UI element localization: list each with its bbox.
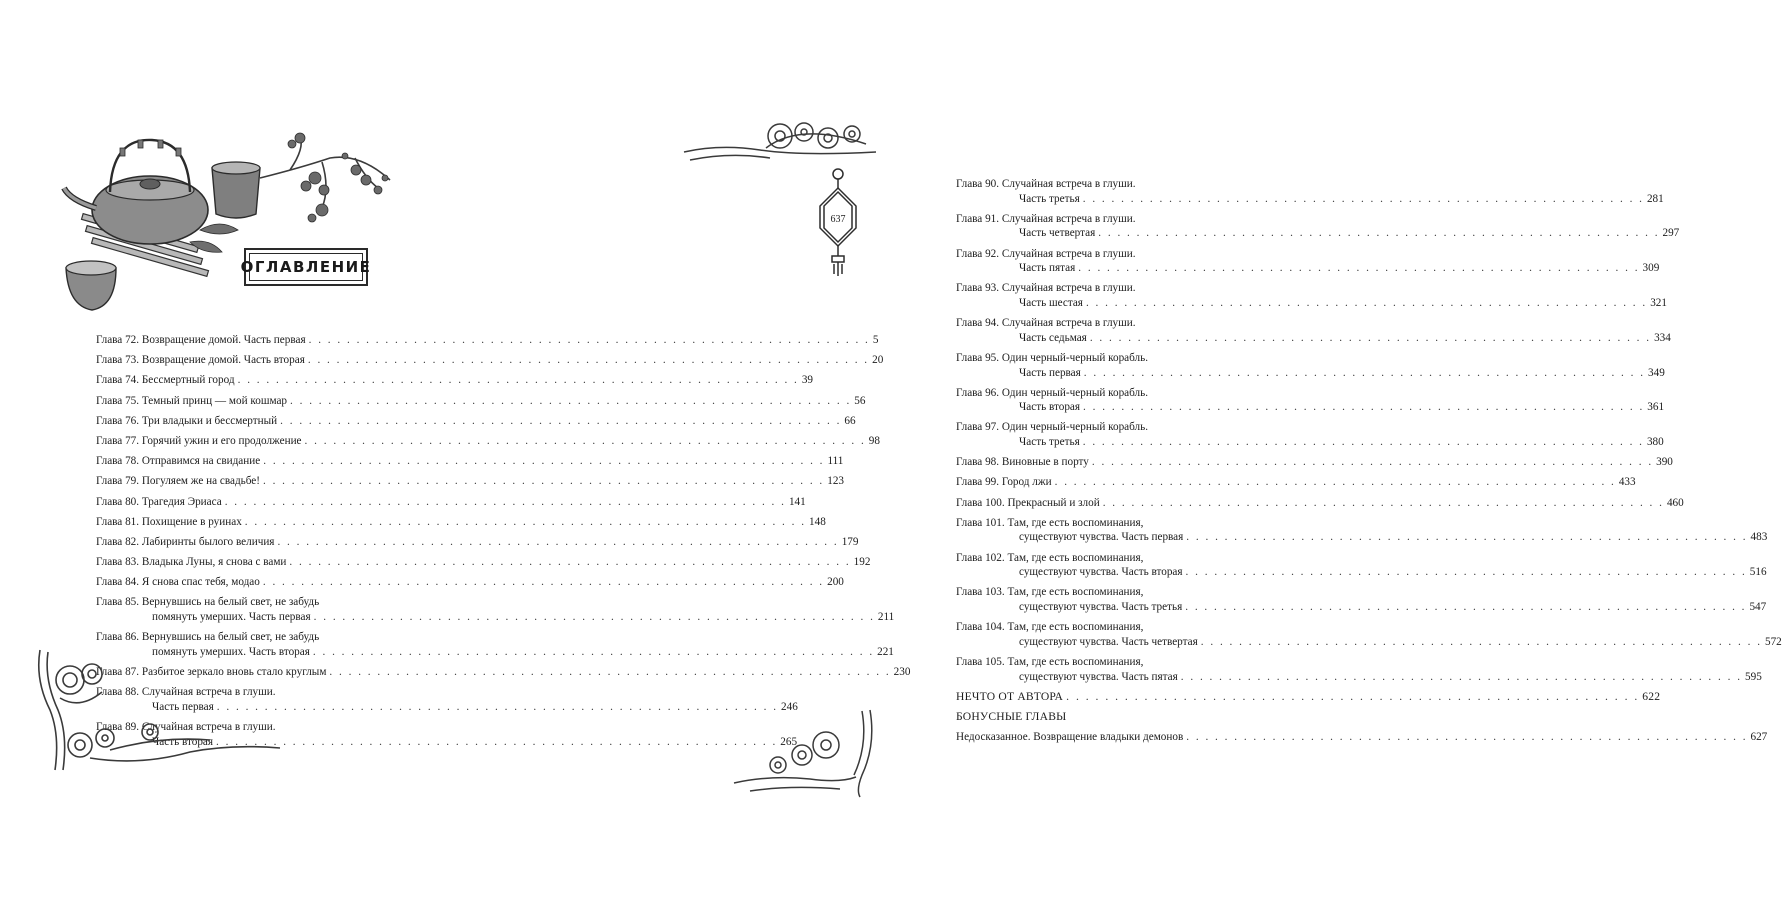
- toc-page-number: 483: [1750, 531, 1768, 544]
- toc-entry-text: существуют чувства. Часть третья: [1019, 600, 1183, 613]
- toc-entry-text: Часть четвертая: [1019, 227, 1096, 240]
- toc-entry: [956, 247, 1660, 276]
- toc-leader-dots: [1186, 530, 1747, 545]
- toc-page-number: 141: [788, 495, 806, 508]
- cloud-ornament-right: [730, 705, 880, 800]
- toc-entry-text: Глава 88. Случайная встреча в глуши.: [96, 686, 276, 699]
- toc-entry-title: [96, 595, 376, 610]
- toc-entry-text: Глава 82. Лабиринты былого величия: [96, 535, 275, 548]
- toc-entry-text: существуют чувства. Часть четвертая: [1019, 635, 1198, 648]
- toc-page-number: 20: [872, 354, 884, 367]
- toc-page-number: 281: [1646, 192, 1664, 205]
- toc-page-number: 5: [872, 334, 879, 346]
- toc-entry: [956, 585, 1767, 614]
- bonus-section-heading: БОНУСНЫЕ ГЛАВЫ: [956, 709, 1067, 723]
- toc-entry: [96, 434, 880, 449]
- toc-entry: [956, 551, 1767, 580]
- toc-entry-text: Глава 76. Три владыки и бессмертный: [96, 414, 278, 427]
- toc-page-number: 148: [809, 515, 826, 528]
- toc-entry-continuation: [96, 610, 895, 625]
- toc-page-number: 265: [780, 735, 798, 748]
- toc-entry: [956, 386, 1665, 415]
- toc-entry-text: Глава 101. Там, где есть воспоминания,: [956, 516, 1144, 529]
- toc-page-number: 433: [1618, 476, 1636, 489]
- toc-entry: [956, 281, 1667, 310]
- toc-page-number: 297: [1662, 227, 1680, 240]
- toc-entry: [96, 535, 859, 550]
- toc-leader-dots: [1083, 192, 1644, 207]
- toc-entry-text: Глава 84. Я снова спас тебя, модао: [96, 576, 260, 589]
- toc-entry-title: [956, 177, 1252, 192]
- toc-entry-text: Глава 80. Трагедия Эриаса: [96, 495, 222, 508]
- toc-entry-text: Глава 77. Горячий ужин и его продолжение: [96, 434, 302, 447]
- toc-entry-text: Часть седьмая: [1019, 331, 1087, 344]
- toc-leader-dots: [1092, 455, 1653, 470]
- toc-entry-text: Часть третья: [1019, 192, 1080, 205]
- toc-entry: [96, 595, 895, 624]
- toc-entry: [96, 333, 879, 348]
- toc-entry-title: [96, 575, 844, 590]
- toc-entry-title: [96, 434, 880, 449]
- toc-entry-text: Глава 75. Темный принц — мой кошмар: [96, 394, 288, 407]
- toc-page-number: 460: [1666, 496, 1684, 509]
- toc-entry-title: [956, 551, 1252, 566]
- toc-page-number: 192: [853, 556, 871, 569]
- author-section-label: НЕЧТО ОТ АВТОРА: [956, 689, 1064, 703]
- toc-entry-title: [956, 475, 1636, 490]
- toc-page-number: 211: [877, 611, 895, 624]
- toc-entry-title: [956, 620, 1252, 635]
- toc-page-number: 622: [1642, 689, 1661, 703]
- toc-entry-title: [956, 386, 1252, 401]
- toc-entry-text: Часть первая: [152, 700, 214, 713]
- toc-entry-text: Глава 85. Вернувшись на белый свет, не забудь: [96, 596, 320, 609]
- toc-page-number: 98: [868, 434, 880, 447]
- toc-heading: ОГЛАВЛЕНИЕ: [240, 258, 372, 276]
- toc-entry-text: Часть первая: [1019, 366, 1081, 379]
- toc-entry-text: Недосказанное. Возвращение владыки демонов: [956, 731, 1184, 744]
- toc-entry-text: Глава 102. Там, где есть воспоминания,: [956, 551, 1144, 564]
- cherry-blossom-branch: [260, 136, 390, 208]
- toc-entry-text: Глава 105. Там, где есть воспоминания,: [956, 655, 1144, 668]
- toc-page-number: 380: [1646, 436, 1664, 449]
- toc-entry-title: [96, 515, 826, 530]
- toc-leader-dots: [1084, 366, 1645, 381]
- toc-entry-title: [956, 420, 1252, 435]
- toc-entry: [96, 414, 856, 429]
- cloud-ornament-left: [30, 640, 290, 780]
- toc-entry-text: Глава 74. Бессмертный город: [96, 374, 235, 387]
- toc-page-number: 56: [854, 394, 866, 407]
- toc-entry: [956, 620, 1782, 649]
- toc-entry-text: Часть вторая: [1019, 401, 1081, 414]
- toc-leader-dots: [1103, 496, 1664, 511]
- toc-page-number: 230: [893, 666, 911, 678]
- toc-leader-dots: [1090, 331, 1651, 346]
- toc-entry-text: Глава 97. Один черный-черный корабль.: [956, 421, 1149, 434]
- toc-entry: [956, 730, 1768, 745]
- toc-entry-text: Часть пятая: [1019, 262, 1076, 275]
- toc-page-number: 321: [1650, 296, 1667, 309]
- toc-entry-continuation: [956, 635, 1782, 650]
- toc-entry-continuation: [956, 670, 1762, 685]
- toc-entry-continuation: [956, 192, 1664, 207]
- toc-entry-text: Глава 92. Случайная встреча в глуши.: [956, 247, 1136, 260]
- toc-page-number: 516: [1749, 566, 1767, 579]
- toc-page-number: 200: [827, 576, 844, 589]
- toc-entry-title: [956, 212, 1252, 227]
- toc-entry-text: помянуть умерших. Часть первая: [152, 611, 311, 624]
- toc-entry-title: [956, 496, 1684, 511]
- toc-entry-text: Глава 83. Владыка Луны, я снова с вами: [96, 556, 287, 569]
- toc-entry-title: [956, 730, 1768, 745]
- toc-entry-text: существуют чувства. Часть вторая: [1019, 566, 1183, 579]
- toc-leader-dots: [1186, 730, 1747, 745]
- toc-entry-text: Глава 72. Возвращение домой. Часть первая: [96, 334, 306, 346]
- toc-page-number: 221: [877, 645, 894, 658]
- toc-entry: [96, 373, 814, 388]
- toc-entry-text: Часть третья: [1019, 436, 1080, 449]
- toc-page-number: 39: [801, 374, 814, 387]
- toc-page-number: 66: [844, 414, 856, 427]
- toc-entry: [96, 394, 866, 409]
- toc-entry: [956, 316, 1671, 345]
- toc-leader-dots: [1086, 296, 1647, 311]
- toc-entry: [956, 212, 1680, 241]
- toc-entry-title: [96, 414, 856, 429]
- toc-entry-title: [956, 351, 1252, 366]
- toc-entry-text: существуют чувства. Часть первая: [1019, 531, 1184, 544]
- toc-entry-title: [96, 495, 806, 510]
- toc-entry-text: Глава 94. Случайная встреча в глуши.: [956, 317, 1136, 330]
- toc-entry-text: Глава 78. Отправимся на свидание: [96, 455, 261, 468]
- toc-entry: [956, 351, 1665, 380]
- toc-entry-title: [96, 373, 814, 388]
- toc-page-number: 246: [781, 700, 798, 713]
- toc-entry-text: Глава 86. Вернувшись на белый свет, не забудь: [96, 631, 320, 644]
- toc-entry-continuation: [956, 366, 1665, 381]
- toc-entry-text: Глава 79. Погуляем же на свадьбе!: [96, 475, 260, 488]
- toc-leader-dots: [1078, 261, 1639, 276]
- toc-entry: [96, 515, 826, 530]
- toc-entry-text: Глава 81. Похищение в руинах: [96, 515, 242, 528]
- toc-entry-continuation: [956, 565, 1767, 580]
- toc-entry-text: Глава 104. Там, где есть воспоминания,: [956, 621, 1144, 634]
- toc-entry-title: [96, 454, 844, 469]
- toc-entry-text: Глава 87. Разбитое зеркало вновь стало круглым: [96, 666, 327, 678]
- toc-leader-dots: [1055, 475, 1616, 490]
- toc-entry-text: Глава 89. Случайная встреча в глуши.: [96, 720, 276, 733]
- toc-page-number: 547: [1749, 600, 1767, 613]
- toc-entry-title: [956, 655, 1252, 670]
- toc-entry-continuation: [956, 226, 1680, 241]
- toc-page-number: 123: [827, 475, 844, 488]
- toc-right-column: [956, 177, 1782, 750]
- toc-entry-title: [956, 281, 1252, 296]
- toc-page-number: 309: [1642, 262, 1660, 275]
- toc-entry: [96, 454, 844, 469]
- toc-entry-text: Глава 95. Один черный-черный корабль.: [956, 351, 1149, 364]
- toc-entry-text: Глава 98. Виновные в порту: [956, 456, 1089, 469]
- teapot-illustration: [60, 118, 400, 328]
- toc-entry-title: [96, 353, 884, 368]
- toc-entry: [96, 474, 844, 489]
- toc-entry: [96, 575, 844, 590]
- toc-entry: [956, 177, 1664, 206]
- author-section: [956, 689, 1661, 705]
- toc-entry-continuation: [956, 600, 1767, 615]
- toc-entry-continuation: [956, 331, 1671, 346]
- toc-entry-title: [956, 316, 1252, 331]
- toc-page-number: 572: [1764, 635, 1782, 648]
- toc-entry: [96, 555, 871, 570]
- toc-entry-text: Часть шестая: [1019, 296, 1083, 309]
- toc-entry: [956, 455, 1673, 470]
- toc-entry-title: [96, 474, 844, 489]
- toc-entry-text: существуют чувства. Часть пятая: [1019, 670, 1178, 683]
- toc-leader-dots: [1185, 600, 1746, 615]
- toc-title-plate: [240, 248, 372, 286]
- toc-page-number: 179: [841, 535, 859, 548]
- toc-entry-continuation: [956, 296, 1667, 311]
- toc-entry-title: [956, 516, 1252, 531]
- toc-entry-title: [956, 585, 1252, 600]
- toc-page-number: 361: [1647, 401, 1665, 414]
- toc-page-number: 334: [1654, 331, 1671, 344]
- toc-leader-dots: [1181, 670, 1742, 685]
- toc-page-number: 111: [827, 455, 844, 468]
- toc-leader-dots: [1098, 226, 1659, 241]
- toc-entry: [96, 353, 884, 368]
- toc-entry-text: Глава 103. Там, где есть воспоминания,: [956, 586, 1144, 599]
- toc-entry-title: [956, 247, 1252, 262]
- toc-entry-title: [956, 455, 1673, 470]
- toc-leader-dots: [1201, 635, 1762, 650]
- toc-entry-text: Глава 96. Один черный-черный корабль.: [956, 386, 1149, 399]
- toc-entry-text: Глава 73. Возвращение домой. Часть вторая: [96, 354, 305, 367]
- toc-page-number: 390: [1656, 456, 1673, 469]
- page-number: 637: [830, 214, 846, 225]
- toc-entry-continuation: [956, 530, 1768, 545]
- toc-entry: [956, 496, 1684, 511]
- toc-entry-title: [96, 555, 871, 570]
- toc-entry-title: [96, 394, 866, 409]
- toc-entry-text: помянуть умерших. Часть вторая: [152, 645, 310, 658]
- toc-page-number: 595: [1745, 670, 1762, 683]
- toc-entry-text: Глава 100. Прекрасный и злой: [956, 496, 1100, 509]
- toc-entry-continuation: [956, 435, 1664, 450]
- toc-entry-title: [96, 535, 859, 550]
- toc-entry: [96, 495, 806, 510]
- toc-leader-dots: [1186, 565, 1747, 580]
- toc-page-number: 627: [1750, 731, 1768, 744]
- toc-entry-text: Часть вторая: [152, 735, 214, 748]
- toc-entry-text: Глава 91. Случайная встреча в глуши.: [956, 212, 1136, 225]
- toc-entry: [956, 475, 1636, 490]
- toc-entry: [956, 420, 1664, 449]
- toc-page-number: 349: [1648, 366, 1665, 379]
- toc-entry: [956, 516, 1768, 545]
- toc-leader-dots: [1066, 690, 1639, 705]
- toc-entry-text: Глава 90. Случайная встреча в глуши.: [956, 178, 1136, 190]
- toc-entry: [956, 655, 1762, 684]
- toc-entry-text: Глава 99. Город лжи: [956, 476, 1052, 489]
- toc-entry-continuation: [956, 261, 1660, 276]
- toc-leader-dots: [1083, 435, 1644, 450]
- toc-entry-title: [96, 333, 879, 348]
- toc-leader-dots: [1083, 400, 1644, 415]
- toc-entry-continuation: [956, 400, 1665, 415]
- toc-entry-text: Глава 93. Случайная встреча в глуши.: [956, 282, 1136, 295]
